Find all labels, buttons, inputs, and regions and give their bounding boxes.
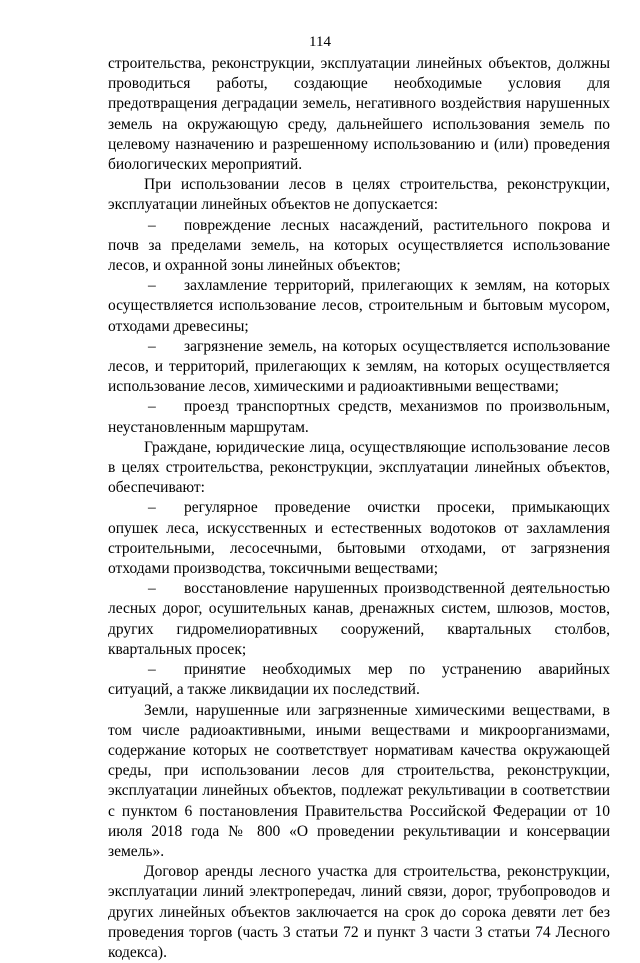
list-dash: – [148,499,156,517]
paragraph: Граждане, юридические лица, осуществляющие использование лесов в целях строительства, реконструкции, эксплуатации линейных объектов, обеспечивают: [108,438,610,497]
paragraph: При использовании лесов в целях строительства, реконструкции, эксплуатации линейных объектов не допускается: [108,176,610,214]
paragraph: строительства, реконструкции, эксплуатации линейных объектов, должны проводиться работы, создающие необходимые условия для предотвращения деградации земель, негативного воздействия нарушенных земель на окружающую среду, дальнейшего использования земель по целевому назначению и разрешенному использованию и (или) проведения биологических мероприятий. [108,55,610,174]
list-item-text: восстановление нарушенных производственной деятельностью лесных дорог, осушительных канав, дренажных систем, шлюзов, мостов, других гидромелиоративных сооружений, квартальных столбов, квартальных просек; [108,580,610,658]
list-item [108,337,610,398]
list-item [108,216,610,277]
list-dash: – [148,398,156,416]
list-item-text: регулярное проведение очистки просеки, примыкающих опушек леса, искусственных и естественных водотоков от захламления строительными, лесосечными, бытовыми отходами, от загрязнения отходами производства, токсичными веществами; [108,499,610,578]
list-dash: – [148,661,156,679]
list-item [108,579,610,660]
list-dash: – [148,277,156,295]
list-item-text: захламление территорий, прилегающих к землям, на которых осуществляется использование лесов, строительным и бытовым мусором, отходами древесины; [108,277,610,335]
document-body [108,54,610,963]
list-item [108,397,610,437]
list-item-text: загрязнение земель, на которых осуществляется использование лесов, и территорий, прилегающих к землям, на которых осуществляется использование лесов, химическими и радиоактивными веществами; [108,337,610,396]
list-item-text: принятие необходимых мер по устранению аварийных ситуаций, а также ликвидации их последствий. [108,661,610,699]
list-item-text: проезд транспортных средств, механизмов по произвольным, неустановленным маршрутам. [108,398,610,436]
list-dash: – [148,580,156,598]
list-dash: – [148,337,156,355]
list-item [108,660,610,700]
list-item-text: повреждение лесных насаждений, растительного покрова и почв за пределами земель, на которых осуществляется использование лесов, и охранной зоны линейных объектов; [108,216,610,275]
paragraph: Земли, нарушенные или загрязненные химическими веществами, в том числе радиоактивными, иными веществами и микроорганизмами, содержание которых не соответствует нормативам качества окружающей среды, при использовании лесов для строительства, реконструкции, эксплуатации линейных объектов, подлежат рекультивации в соответствии с пунктом 6 постановления Правительства Российской Федерации от 10 июля 2018 года № 800 «О проведении рекультивации и консервации земель». [108,701,610,860]
list-dash: – [148,216,156,234]
list-item [108,276,610,337]
list-item [108,498,610,579]
page-number: 114 [309,34,331,50]
paragraph: Договор аренды лесного участка для строительства, реконструкции, эксплуатации линий электропередач, линий связи, дорог, трубопроводов и других линейных объектов заключается на срок до сорока девяти лет без проведения торгов (часть 3 статьи 72 и пункт 3 части 3 статьи 74 Лесного кодекса). [108,863,610,961]
